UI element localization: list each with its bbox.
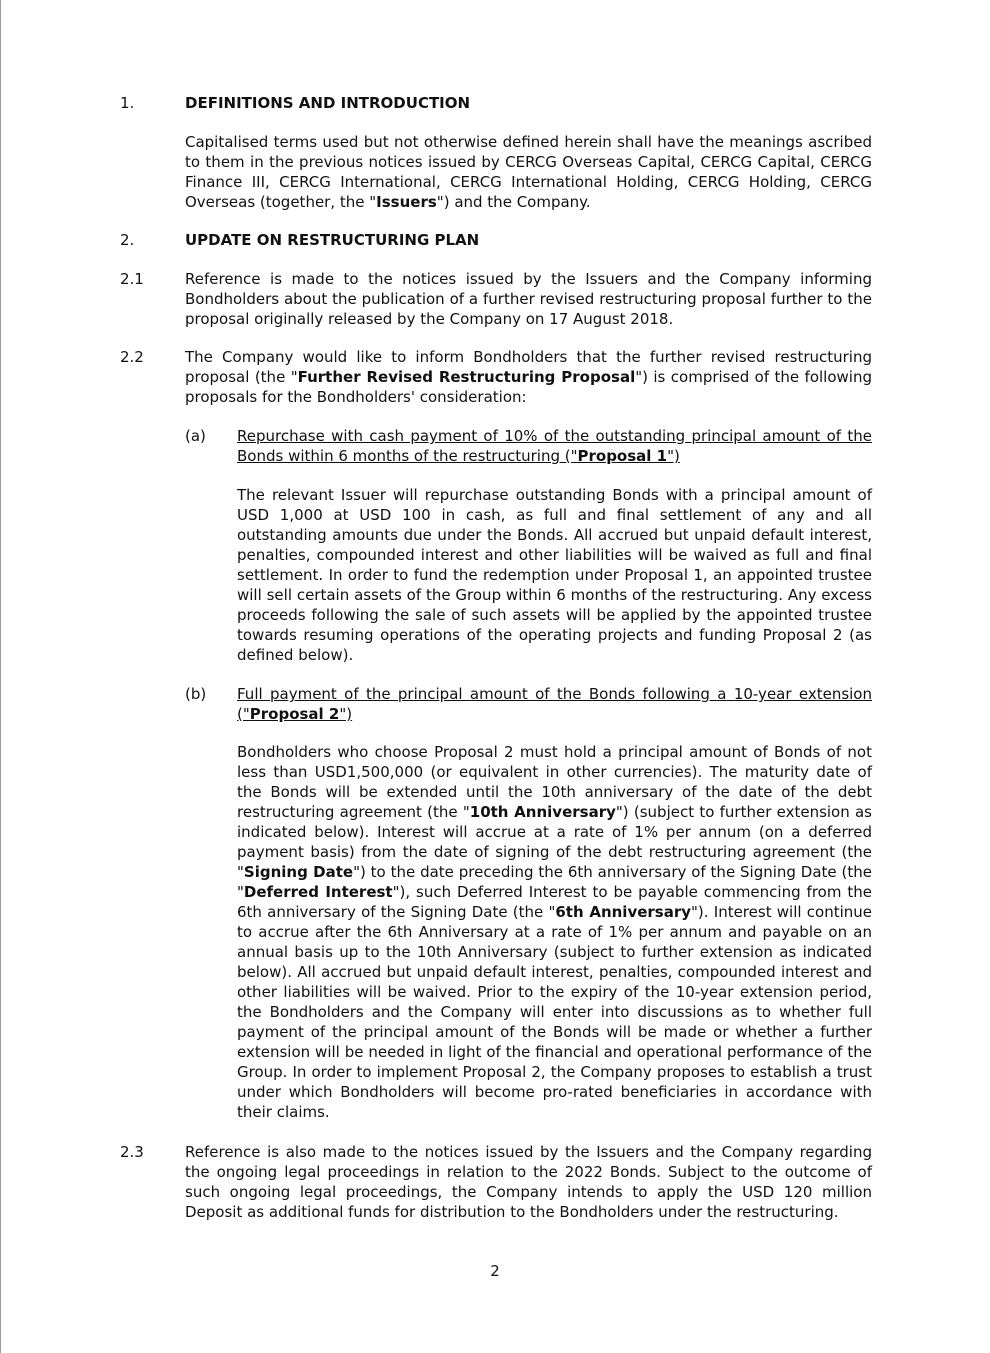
section-1-paragraph: [185, 132, 872, 212]
proposal-a-label: (a): [185, 427, 206, 445]
clause-2-2-text-a: The Company would like to inform Bondholders that the further revised restructuring proposal (the ": [185, 348, 872, 386]
term-deferred-interest: Deferred Interest: [243, 883, 393, 901]
term-6th-anniversary: 6th Anniversary: [555, 903, 692, 921]
section-1-text-a: Capitalised terms used but not otherwise defined herein shall have the meanings ascribed to them in the previous notices issued by CERCG Overseas Capital, CERCG Capital, CERCG Finance III, CERCG International, CERCG International Holding, CERCG Holding, CERCG Overseas (together, the ": [185, 133, 872, 211]
term-issuers: Issuers: [376, 193, 437, 211]
clause-2-2-number: 2.2: [120, 348, 144, 366]
clause-2-3-paragraph: Reference is also made to the notices issued by the Issuers and the Company regarding the ongoing legal proceedings in relation to the 2022 Bonds. Subject to the outcome of such ongoing legal proceedings, the Company intends to apply the USD 120 million Deposit as additional funds for distribution to the Bondholders under the restructuring.: [185, 1143, 872, 1221]
clause-2-1-paragraph: Reference is made to the notices issued by the Issuers and the Company informing Bondholders about the publication of a further revised restructuring proposal further to the proposal originally released by the Company on 17 August 2018.: [185, 270, 872, 328]
term-signing-date: Signing Date: [243, 863, 354, 881]
proposal-1-title-a: Repurchase with cash payment of 10% of the outstanding principal amount of the Bonds within 6 months of the restructuring (": [237, 427, 872, 465]
proposal-1-body: The relevant Issuer will repurchase outstanding Bonds with a principal amount of USD 1,000 at USD 100 in cash, as full and final settlement of any and all outstanding amounts due under the Bonds. All accrued but unpaid default interest, penalties, compounded interest and other liabilities will be waived as full and final settlement. In order to fund the redemption under Proposal 1, an appointed trustee will sell certain assets of the Group within 6 months of the restructuring. Any excess proceeds following the sale of such assets will be applied by the appointed trustee towards resuming operations of the operating projects and funding Proposal 2 (as defined below).: [237, 486, 872, 664]
term-10th-anniversary: 10th Anniversary: [469, 803, 616, 821]
proposal-2-text-9: "). Interest will continue to accrue after the 6th Anniversary at a rate of 1% per annum and payable on an annual basis up to the 10th Anniversary (subject to further extension as indicated below). All accrued but unpaid default interest, penalties, compounded interest and other liabilities will be waived. Prior to the expiry of the 10-year extension period, the Bondholders and the Company will enter into discussions as to whether full payment of the principal amount of the Bonds will be made or whether a further extension will be needed in light of the financial and operational performance of the Group. In order to implement Proposal 2, the Company proposes to establish a trust under which Bondholders will become pro-rated beneficiaries in accordance with their claims.: [237, 903, 873, 1121]
proposal-2-body: [237, 742, 872, 1122]
proposal-2-text-5: ") to the date preceding the 6th anniversary of the Signing Date (the ": [237, 863, 872, 901]
clause-2-3-number: 2.3: [120, 1143, 144, 1161]
proposal-2-text-1: Bondholders who choose Proposal 2 must hold a principal amount of Bonds of not less than USD1,500,000 (or equivalent in other currencies). The maturity date of the Bonds will be extended until the 10th anniversary of the date of the debt restructuring agreement (the ": [237, 743, 872, 821]
clause-2-1-number: 2.1: [120, 270, 144, 288]
proposal-2-title: [237, 684, 872, 724]
proposal-2-text-3: ") (subject to further extension as indicated below). Interest will accrue at a rate of 1% per annum (on a deferred payment basis) from the date of signing of the debt restructuring agreement (the ": [237, 803, 872, 881]
term-proposal-1: Proposal 1: [577, 447, 668, 465]
section-1-heading: DEFINITIONS AND INTRODUCTION: [185, 94, 471, 112]
proposal-2-title-a: Full payment of the principal amount of the Bonds following a 10-year extension (": [237, 685, 872, 723]
term-further-revised-restructuring-proposal: Further Revised Restructuring Proposal: [297, 368, 636, 386]
section-1-text-c: ") and the Company.: [436, 193, 591, 211]
proposal-2-text-7: "), such Deferred Interest to be payable commencing from the 6th anniversary of the Signing Date (the ": [237, 883, 872, 921]
page-number: 2: [490, 1262, 500, 1280]
clause-2-2-text-c: ") is comprised of the following proposals for the Bondholders' consideration:: [185, 368, 872, 406]
section-2-heading: UPDATE ON RESTRUCTURING PLAN: [185, 231, 480, 249]
proposal-1-title-c: "): [667, 447, 680, 465]
proposal-2-title-c: "): [339, 705, 353, 723]
term-proposal-2: Proposal 2: [249, 705, 340, 723]
proposal-1-title: [237, 426, 872, 466]
proposal-b-label: (b): [185, 685, 207, 703]
section-1-number: 1.: [120, 94, 135, 112]
clause-2-2-paragraph: [185, 347, 872, 407]
section-2-number: 2.: [120, 231, 135, 249]
